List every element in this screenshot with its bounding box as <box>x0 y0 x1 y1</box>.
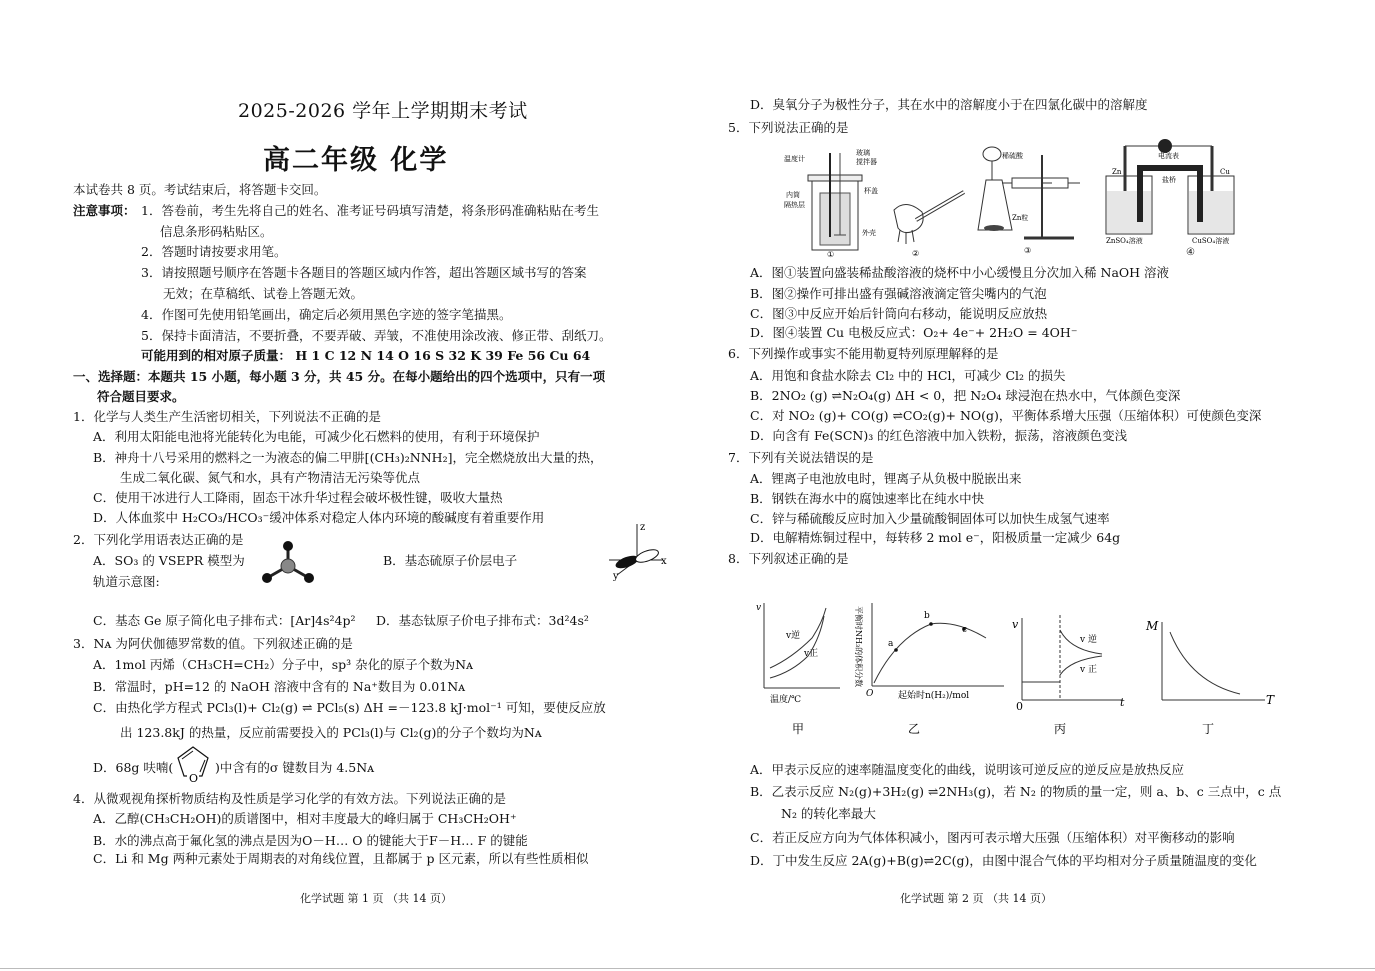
q8-option-b: B．乙表示反应 N₂(g)+3H₂(g) ⇌2NH₃(g)，若 N₂ 的物质的量一定，则 a、b、c 三点中，c 点 <box>750 784 1282 799</box>
q6-option-b: B．2NO₂ (g) ⇌N₂O₄(g) ΔH < 0，把 N₂O₄ 球浸泡在热水中，气体颜色变深 <box>750 388 1181 403</box>
furan-structure <box>173 743 213 785</box>
calorimeter-inner-label: 内筒 <box>786 191 800 199</box>
graph-yi-x-label: 起始时n(H₂)/mol <box>898 691 970 701</box>
axis-y-label: y <box>613 571 619 582</box>
q2-stem: 2．下列化学用语表达正确的是 <box>73 532 244 547</box>
graph-jia-vrev-label: v逆 <box>786 631 801 641</box>
galvanic-cuso4-label: CuSO₄溶液 <box>1192 237 1230 245</box>
galvanic-ammeter-label: 电流表 <box>1158 152 1179 160</box>
q8-option-c: C．若正反应方向为气体体积减小，图丙可表示增大压强（压缩体积）对平衡移动的影响 <box>750 830 1235 845</box>
graph-bing-caption: 丙 <box>1054 722 1067 736</box>
notice-4: 4．作图可先使用铅笔画出，确定后必须用黑色字迹的签字笔描黑。 <box>141 307 512 322</box>
q4-option-b: B．水的沸点高于氟化氢的沸点是因为O－H… O 的键能大于F－H… F 的键能 <box>93 833 528 848</box>
figure-1-number: ① <box>827 250 835 259</box>
graph-yi <box>856 598 1006 738</box>
graph-jia-y-label: v <box>756 603 762 613</box>
page2-footer: 化学试题 第 2 页 （共 14 页） <box>900 892 1052 905</box>
q6-option-a: A．用饱和食盐水除去 Cl₂ 中的 HCl，可减少 Cl₂ 的损失 <box>750 368 1066 383</box>
q3-option-a: A．1mol 丙烯（CH₃CH=CH₂）分子中，sp³ 杂化的原子个数为Nᴀ <box>93 657 474 672</box>
section1-heading-cont: 符合题目要求。 <box>97 389 185 404</box>
exam-title: 2025-2026 学年上学期期末考试 <box>238 100 528 122</box>
exam-subtitle: 高二年级 化学 <box>263 145 449 176</box>
galvanic-cu-label: Cu <box>1220 168 1230 176</box>
q8-option-a: A．甲表示反应的速率随温度变化的曲线，说明该可逆反应的逆反应是放热反应 <box>750 762 1185 777</box>
graph-jia-vfwd-label: v正 <box>804 649 819 659</box>
graph-yi-point-a: a <box>888 639 894 649</box>
q8-stem: 8．下列叙述正确的是 <box>728 551 849 566</box>
flask-zinc-label: Zn粒 <box>1012 214 1029 222</box>
galvanic-zn-label: Zn <box>1112 168 1122 176</box>
lab-figure-calorimeter <box>782 145 882 260</box>
q2-option-c: C．基态 Ge 原子简化电子排布式：[Ar]4s²4p² <box>93 613 356 628</box>
graph-yi-y-label: 平衡时NH₃的体积分数 <box>854 606 863 688</box>
atomic-masses: 可能用到的相对原子质量： H 1 C 12 N 14 O 16 S 32 K 39 Fe 56 Cu 64 <box>141 348 591 363</box>
figure-3-number: ③ <box>1024 246 1032 255</box>
q1-option-b-cont: 生成二氧化碳、氮气和水，具有产物清洁无污染等优点 <box>120 470 421 485</box>
graph-ding-y-label: M <box>1146 619 1159 633</box>
q3-option-d-pre: D．68g 呋喃( <box>93 760 174 775</box>
q5-option-b: B．图②操作可排出盛有强碱溶液滴定管尖嘴内的气泡 <box>750 286 1047 301</box>
graph-bing-x-label: t <box>1120 696 1125 709</box>
q4-option-a: A．乙醇(CH₃CH₂OH)的质谱图中，相对丰度最大的峰归属于 CH₃CH₂OH⁺ <box>93 811 517 826</box>
graph-bing-y-label: v <box>1012 618 1019 631</box>
graph-jia-caption: 甲 <box>792 722 805 736</box>
q5-option-a: A．图①装置向盛装稀盐酸溶液的烧杯中小心缓慢且分次加入稀 NaOH 溶液 <box>750 265 1170 280</box>
notice-1: 1．答卷前，考生先将自己的姓名、准考证号码填写清楚，将条形码准确粘贴在考生 <box>141 203 599 218</box>
notice-3-cont: 无效；在草稿纸、试卷上答题无效。 <box>163 286 364 301</box>
q6-option-c: C．对 NO₂ (g)+ CO(g) ⇌CO₂(g)+ NO(g)，平衡体系增大压强（压缩体积）可使颜色变深 <box>750 408 1262 423</box>
q5-option-c: C．图③中反应开始后针筒向右移动，能说明反应放热 <box>750 306 1048 321</box>
q4-stem: 4．从微观视角探析物质结构及性质是学习化学的有效方法。下列说法正确的是 <box>73 791 506 806</box>
graph-yi-caption: 乙 <box>908 722 921 736</box>
axis-x-label: x <box>661 556 667 567</box>
calorimeter-insulation-label: 隔热层 <box>784 201 805 209</box>
galvanic-bridge-label: 盐桥 <box>1162 176 1176 184</box>
q1-option-b: B．神舟十八号采用的燃料之一为液态的偏二甲肼[(CH₃)₂NNH₂]，完全燃烧放出大量的热， <box>93 450 603 465</box>
q1-option-c: C．使用干冰进行人工降雨，固态干冰升华过程会破坏极性键，吸收大量热 <box>93 490 503 505</box>
calorimeter-thermometer-label: 温度计 <box>784 155 805 163</box>
q2-option-b: B．基态硫原子价层电子 <box>383 553 518 568</box>
q6-option-d: D．向含有 Fe(SCN)₃ 的红色溶液中加入铁粉，振荡，溶液颜色变浅 <box>750 428 1128 443</box>
galvanic-znso4-label: ZnSO₄溶液 <box>1106 237 1143 245</box>
lab-figure-galvanic-cell <box>1100 136 1245 248</box>
q3-stem: 3．Nᴀ 为阿伏伽德罗常数的值。下列叙述正确的是 <box>73 636 353 651</box>
q1-option-a: A．利用太阳能电池将光能转化为电能，可减少化石燃料的使用，有利于环境保护 <box>93 429 540 444</box>
graph-bing-origin: 0 <box>1016 700 1023 713</box>
graph-bing-vrev-label: v 逆 <box>1080 635 1097 645</box>
q8-option-b-cont: N₂ 的转化率最大 <box>781 806 876 821</box>
calorimeter-shell-label: 外壳 <box>862 229 876 237</box>
graph-ding-x-label: T <box>1266 693 1275 707</box>
notice-2: 2．答题时请按要求用笔。 <box>141 244 287 259</box>
graph-yi-origin: O <box>866 689 874 699</box>
p-orbital-diagram <box>605 520 670 580</box>
page1-footer: 化学试题 第 1 页 （共 14 页） <box>300 892 452 905</box>
q3-option-d-post: )中含有的σ 键数目为 4.5Nᴀ <box>215 760 375 775</box>
q3-option-b: B．常温时，pH=12 的 NaOH 溶液中含有的 Na⁺数目为 0.01Nᴀ <box>93 679 466 694</box>
graph-yi-point-b: b <box>924 611 930 621</box>
graph-yi-point-c: c <box>962 625 968 635</box>
q7-option-c: C．锌与稀硫酸反应时加入少量硫酸铜固体可以加快生成氢气速率 <box>750 511 1110 526</box>
q5-option-d: D．图④装置 Cu 电极反应式：O₂+ 4e⁻+ 2H₂O = 4OH⁻ <box>750 325 1078 340</box>
calorimeter-stirrer-label: 玻璃 <box>856 149 870 157</box>
graph-ding-caption: 丁 <box>1202 722 1215 736</box>
page-bottom-border <box>0 968 1375 969</box>
graph-jia <box>752 598 842 738</box>
figure-4-number: ④ <box>1186 247 1195 258</box>
q3-option-c-cont: 出 123.8kJ 的热量，反应前需要投入的 PCl₃(l)与 Cl₂(g)的分子个数均为Nᴀ <box>120 725 542 740</box>
q7-option-d: D．电解精炼铜过程中，每转移 2 mol e⁻，阳极质量一定减少 64g <box>750 530 1121 545</box>
section1-heading: 一、选择题：本题共 15 小题，每小题 3 分，共 45 分。在每小题给出的四个选项中，只有一项 <box>73 369 606 384</box>
q4-option-c: C．Li 和 Mg 两种元素处于周期表的对角线位置，且都属于 p 区元素，所以有些性质相似 <box>93 851 589 866</box>
q7-option-b: B．钢铁在海水中的腐蚀速率比在纯水中快 <box>750 491 985 506</box>
notice-5: 5．保持卡面清洁，不要折叠，不要弄破、弄皱，不准使用涂改液、修正带、刮纸刀。 <box>141 328 612 343</box>
graph-bing-vfwd-label: v 正 <box>1080 665 1097 675</box>
q3-option-c: C．由热化学方程式 PCl₃(l)+ Cl₂(g) ⇌ PCl₅(s) ΔH =－123.8 kJ·mol⁻¹ 可知，要使反应放 <box>93 700 606 715</box>
graph-jia-x-label: 温度/℃ <box>770 695 802 705</box>
furan-o-label: O <box>189 772 199 785</box>
q6-stem: 6．下列操作或事实不能用勒夏特列原理解释的是 <box>728 346 999 361</box>
so3-vsepr-model <box>258 540 318 588</box>
q1-stem: 1．化学与人类生产生活密切相关，下列说法不正确的是 <box>73 409 381 424</box>
q5-stem: 5．下列说法正确的是 <box>728 120 849 135</box>
axis-z-label: z <box>640 522 646 533</box>
intro-text: 本试卷共 8 页。考试结束后，将答题卡交回。 <box>73 182 327 197</box>
notice-1-cont: 信息条形码粘贴区。 <box>160 224 273 239</box>
notice-3: 3．请按照题号顺序在答题卡各题目的答题区域内作答，超出答题区域书写的答案 <box>141 265 587 280</box>
q7-option-a: A．锂离子电池放电时，锂离子从负极中脱嵌出来 <box>750 471 1022 486</box>
q7-stem: 7．下列有关说法错误的是 <box>728 450 874 465</box>
calorimeter-stirrer-label-2: 搅拌器 <box>856 158 877 166</box>
q4-option-d: D．臭氧分子为极性分子，其在水中的溶解度小于在四氯化碳中的溶解度 <box>750 97 1148 112</box>
lab-figure-burette <box>886 180 971 260</box>
graph-bing <box>1012 610 1132 740</box>
flask-acid-label: 稀硫酸 <box>1002 152 1023 160</box>
q8-option-d: D．丁中发生反应 2A(g)+B(g)⇌2C(g)，由图中混合气体的平均相对分子质量随温度的变化 <box>750 853 1257 868</box>
figure-2-number: ② <box>912 249 920 258</box>
notice-label: 注意事项： <box>73 203 136 218</box>
graph-ding <box>1140 612 1280 740</box>
q2-option-d: D．基态钛原子价电子排布式：3d²4s² <box>376 613 589 628</box>
q1-option-d: D．人体血浆中 H₂CO₃/HCO₃⁻缓冲体系对稳定人体内环境的酸碱度有着重要作用 <box>93 510 545 525</box>
lab-figure-flask-syringe <box>972 140 1087 260</box>
q2-option-a-cont: 轨道示意图: <box>93 574 160 589</box>
calorimeter-lid-label: 杯盖 <box>864 187 878 195</box>
q2-option-a: A．SO₃ 的 VSEPR 模型为 <box>93 553 245 568</box>
